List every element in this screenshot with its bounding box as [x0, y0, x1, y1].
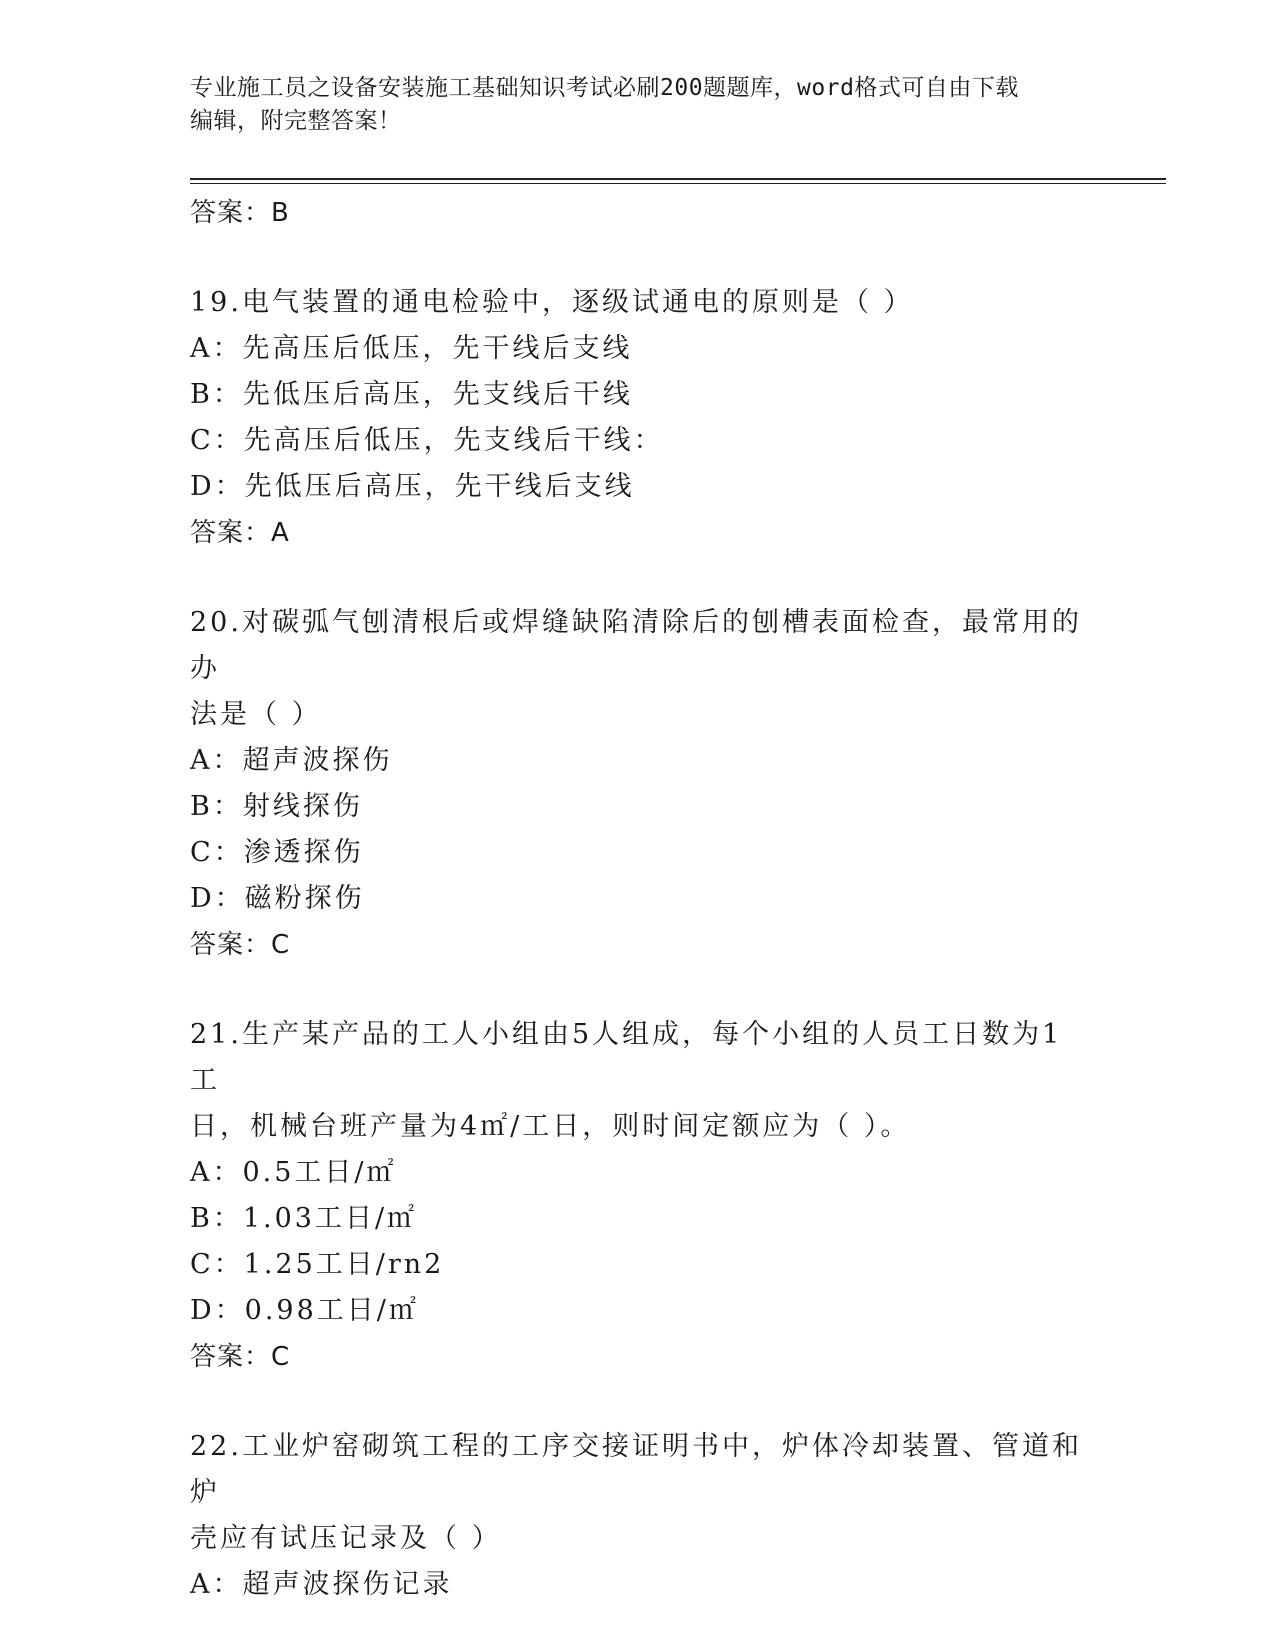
option-c: C：先高压后低压，先支线后干线： — [190, 425, 664, 456]
document-header — [190, 72, 1090, 138]
question-stem-line-2: 日，机械台班产量为4㎡/工日，则时间定额应为（ ）。 — [190, 1111, 911, 1142]
previous-question-answer: 答案：B — [190, 198, 290, 228]
header-divider-thick — [190, 178, 1166, 180]
option-d: D：先低压后高压，先干线后支线 — [190, 471, 635, 502]
header-title-line-1: 专业施工员之设备安装施工基础知识考试必刷200题题库，word格式可自由下载 — [190, 75, 1019, 101]
document-body — [190, 190, 1090, 1608]
option-d: D：磁粉探伤 — [190, 883, 365, 914]
question-stem-line-1: 21.生产某产品的工人小组由5人组成，每个小组的人员工日数为1工 — [190, 1019, 1063, 1096]
question-answer: 答案：C — [190, 1342, 291, 1372]
question-answer: 答案：C — [190, 930, 291, 960]
option-c: C：渗透探伤 — [190, 837, 364, 868]
option-a: A：超声波探伤记录 — [190, 1569, 453, 1600]
question-answer: 答案：A — [190, 518, 290, 548]
question-22 — [190, 1424, 1090, 1608]
question-21 — [190, 1012, 1090, 1380]
option-d: D：0.98工日/㎡ — [190, 1295, 419, 1326]
question-stem-line-2: 壳应有试压记录及（ ） — [190, 1523, 502, 1554]
question-stem-line-1: 20.对碳弧气刨清根后或焊缝缺陷清除后的刨槽表面检查，最常用的办 — [190, 607, 1082, 684]
option-b: B：射线探伤 — [190, 791, 363, 822]
question-stem-line-1: 22.工业炉窑砌筑工程的工序交接证明书中，炉体冷却装置、管道和炉 — [190, 1431, 1082, 1508]
header-title-line-2: 编辑，附完整答案！ — [190, 108, 402, 134]
option-b: B：1.03工日/㎡ — [190, 1203, 418, 1234]
question-20 — [190, 600, 1090, 968]
question-stem: 19.电气装置的通电检验中，逐级试通电的原则是（ ） — [190, 287, 914, 318]
option-b: B：先低压后高压，先支线后干线 — [190, 379, 633, 410]
question-stem-line-2: 法是（ ） — [190, 699, 322, 730]
question-19 — [190, 280, 1090, 556]
option-a: A：先高压后低压，先干线后支线 — [190, 333, 633, 364]
option-c: C：1.25工日/rn2 — [190, 1249, 445, 1280]
header-divider-thin — [190, 183, 1166, 184]
option-a: A：0.5工日/㎡ — [190, 1157, 397, 1188]
option-a: A：超声波探伤 — [190, 745, 393, 776]
